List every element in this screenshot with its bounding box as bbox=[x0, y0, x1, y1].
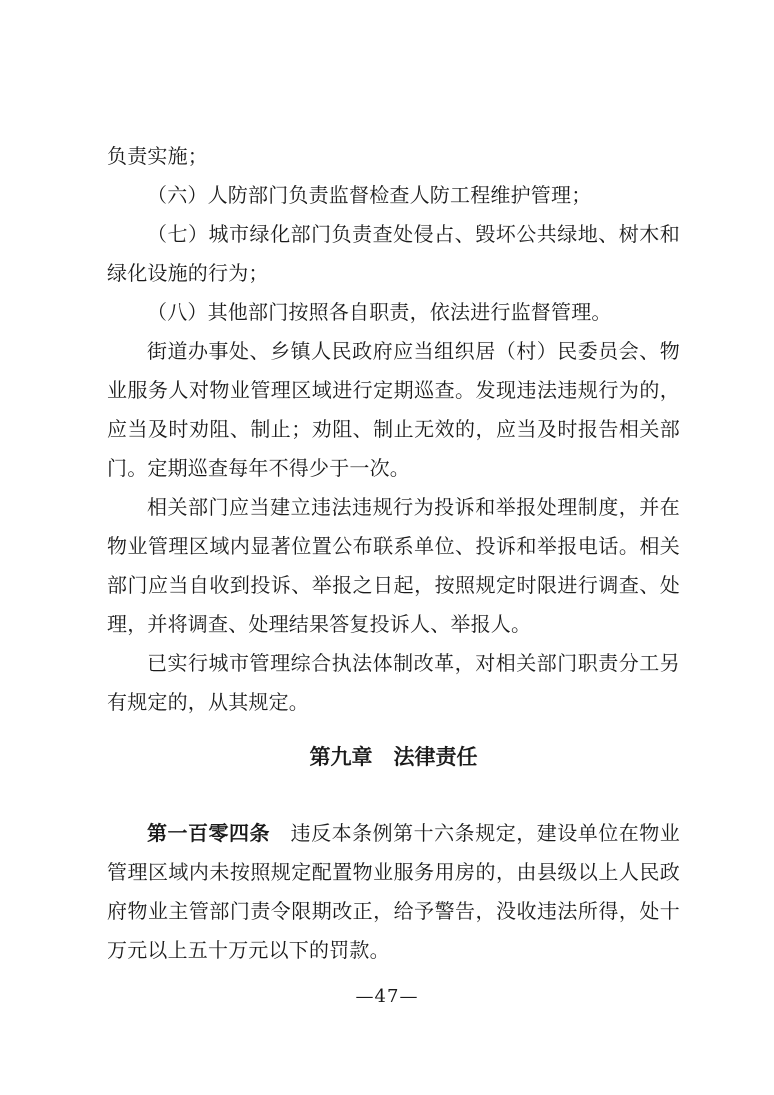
paragraph-complaints: 相关部门应当建立违法违规行为投诉和举报处理制度，并在物业管理区域内显著位置公布联系单位、投诉和举报电话。相关部门应当自收到投诉、举报之日起，按照规定时限进行调查、处理，并将调查、处理结果答复投诉人、举报人。 bbox=[107, 495, 680, 636]
chapter-title: 第九章 法律责任 bbox=[309, 745, 478, 769]
paragraph-inspection: 街道办事处、乡镇人民政府应当组织居（村）民委员会、物业服务人对物业管理区域进行定期巡查。发现违法违规行为的，应当及时劝阻、制止；劝阻、制止无效的，应当及时报告相关部门。定期巡查每年不得少于一次。 bbox=[107, 339, 680, 480]
article-body: 违反本条例第十六条规定，建设单位在物业管理区域内未按照规定配置物业服务用房的，由县级以上人民政府物业主管部门责令限期改正，给予警告，没收违法所得，处十万元以上五十万元以下的罚款。 bbox=[107, 821, 681, 962]
paragraph-reform: 已实行城市管理综合执法体制改革，对相关部门职责分工另有规定的，从其规定。 bbox=[107, 651, 680, 714]
paragraph-item-7: （七）城市绿化部门负责查处侵占、毁坏公共绿地、树木和绿化设施的行为； bbox=[107, 222, 680, 285]
article-paragraph bbox=[107, 814, 680, 970]
paragraph-item-6: （六）人防部门负责监督检查人防工程维护管理； bbox=[147, 183, 592, 207]
paragraph-continuation: 负责实施； bbox=[107, 144, 208, 168]
page-number: —47— bbox=[355, 986, 419, 1007]
article-title: 第一百零四条 bbox=[147, 821, 271, 845]
paragraph-item-8: （八）其他部门按照各自职责，依法进行监督管理。 bbox=[147, 300, 612, 324]
article-block bbox=[107, 814, 680, 970]
body-text bbox=[107, 137, 680, 722]
